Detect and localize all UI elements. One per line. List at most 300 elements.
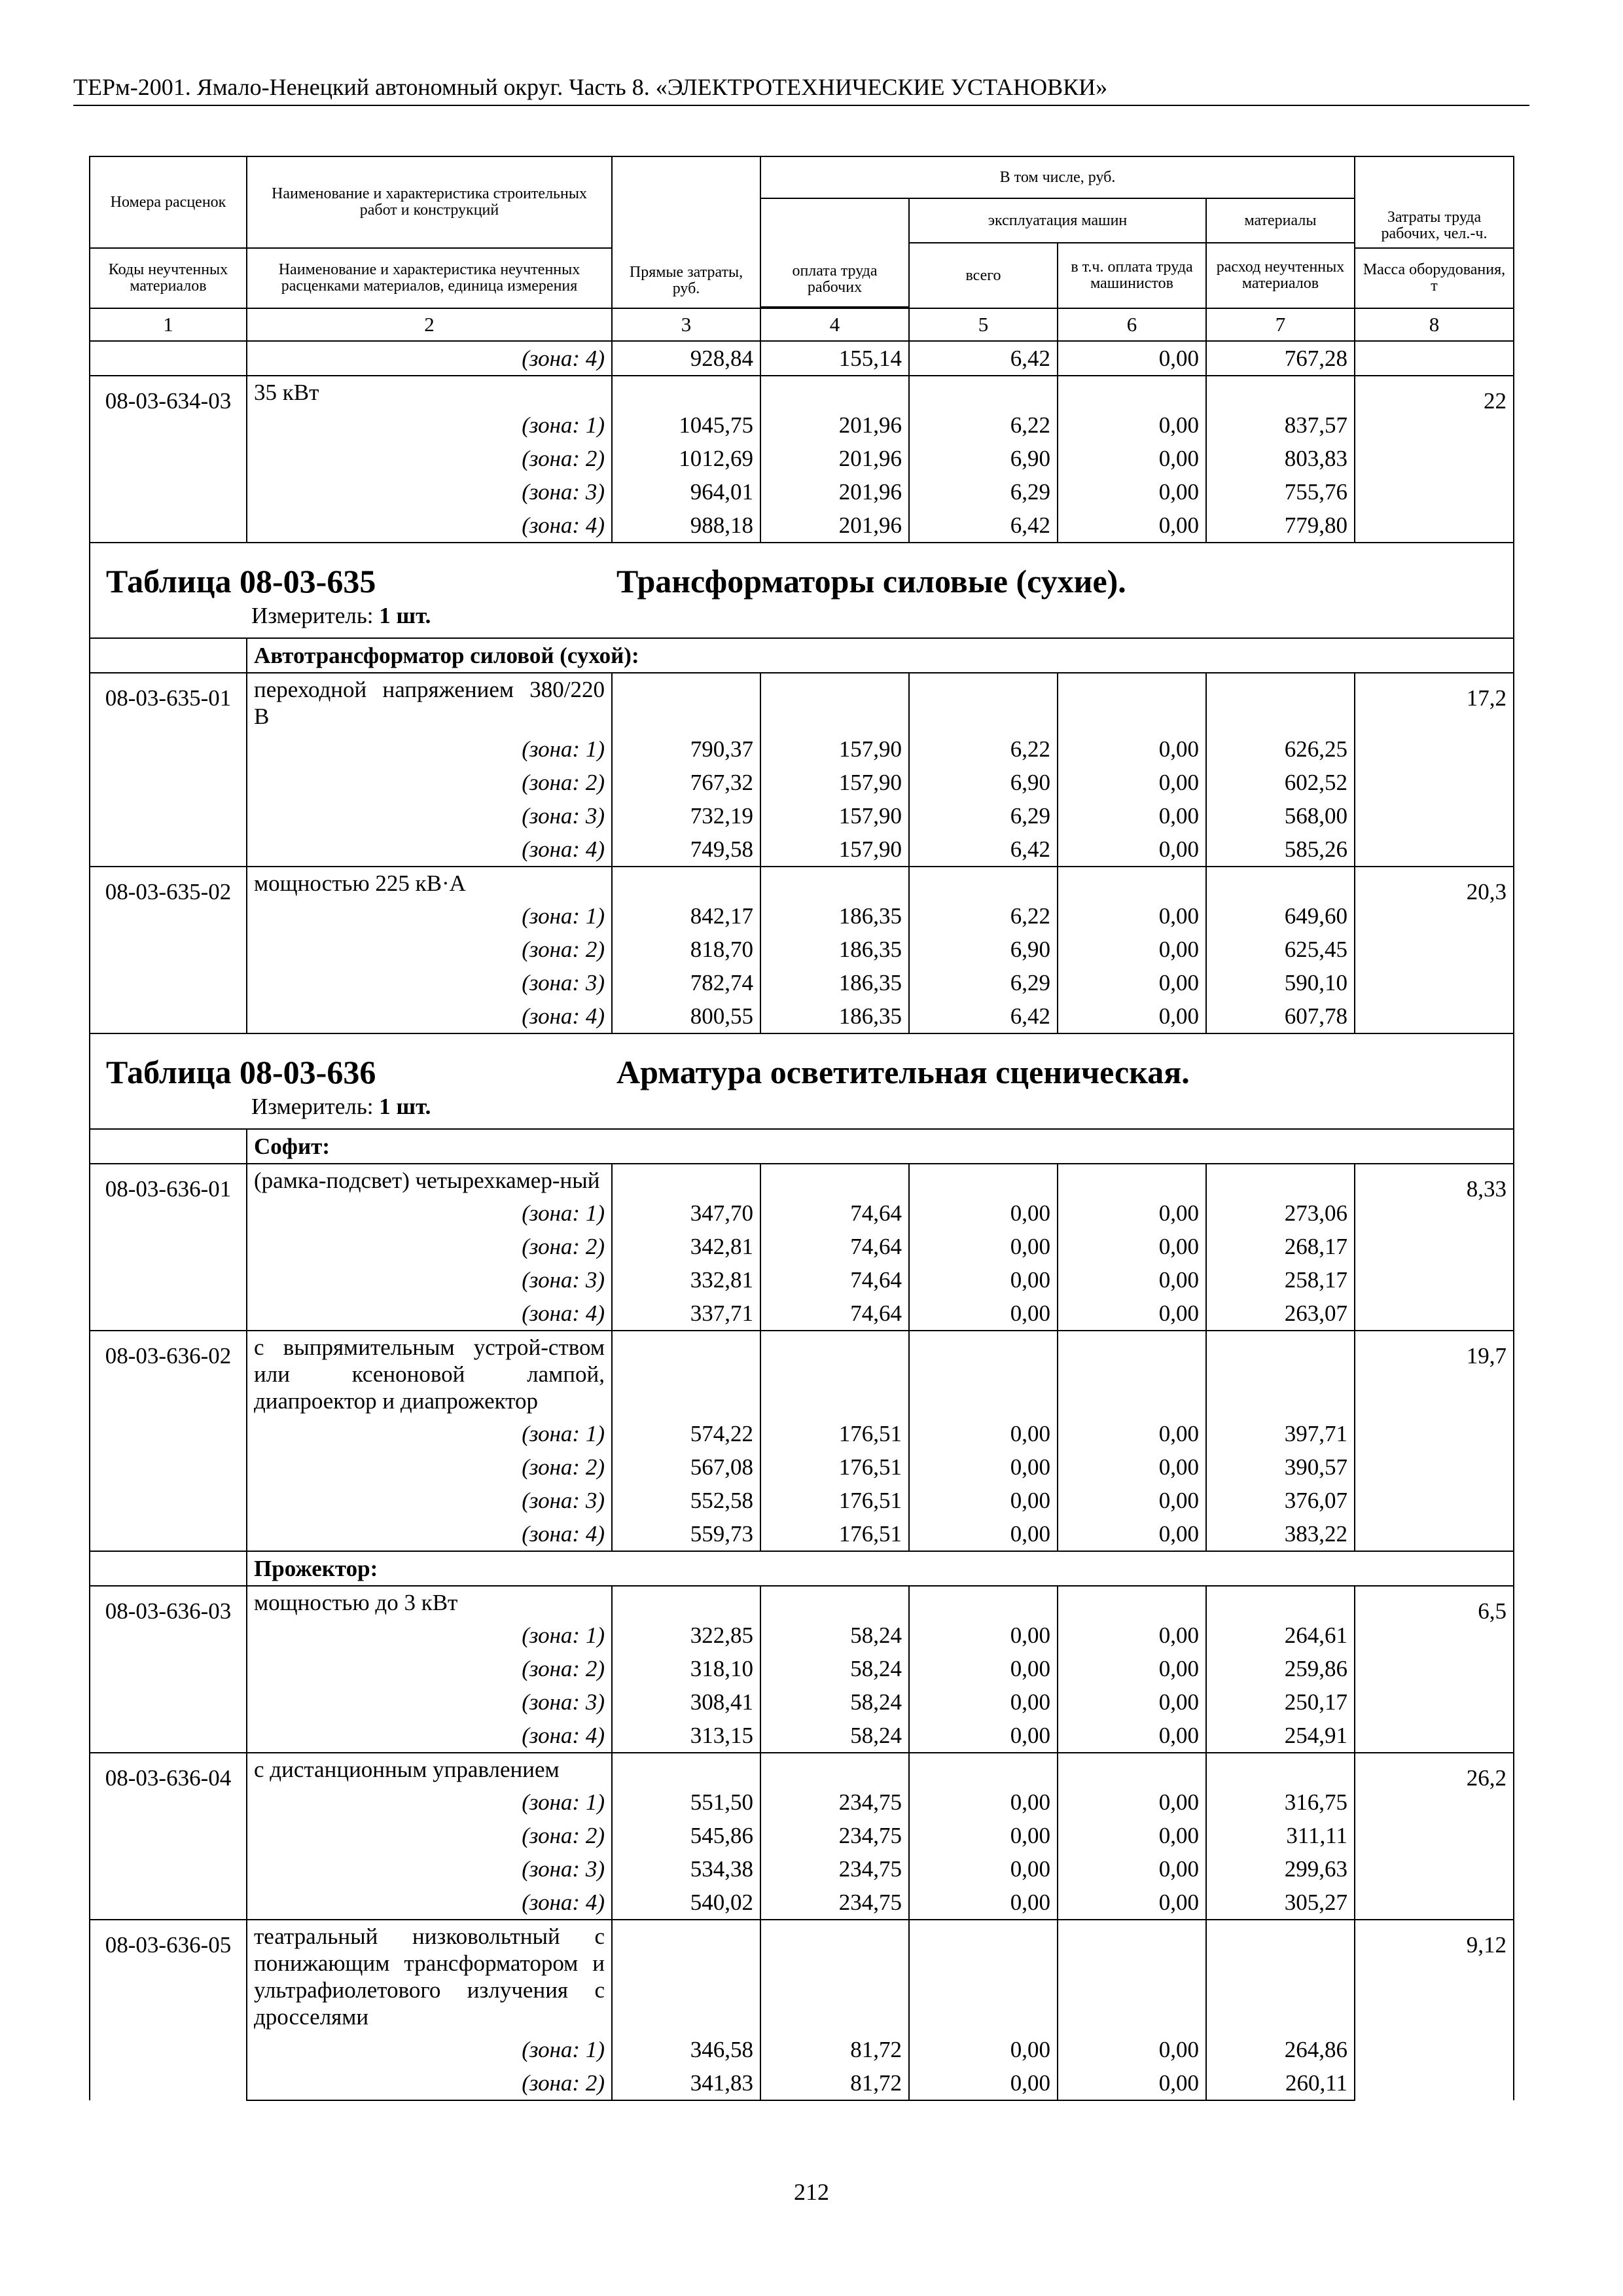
value-cell: 0,00 bbox=[909, 1450, 1058, 1484]
col-header-wages: оплата труда рабочих bbox=[760, 198, 909, 307]
zone-row bbox=[90, 1719, 1514, 1753]
value-cell: 268,17 bbox=[1206, 1230, 1355, 1263]
item-labor: 19,7 bbox=[1355, 1331, 1514, 1551]
value-cell: 649,60 bbox=[1206, 899, 1355, 933]
value-cell: 0,00 bbox=[909, 1263, 1058, 1297]
table-number: Таблица 08-03-636 bbox=[106, 1054, 376, 1090]
meter bbox=[106, 601, 1497, 631]
value-cell: 568,00 bbox=[1206, 799, 1355, 833]
empty-cell bbox=[909, 376, 1058, 408]
subheading-row bbox=[90, 1129, 1514, 1164]
value-cell: 74,64 bbox=[760, 1263, 909, 1297]
value-cell: 176,51 bbox=[760, 1450, 909, 1484]
zone-row bbox=[90, 509, 1514, 543]
empty-cell bbox=[1206, 1920, 1355, 2033]
value-cell: 0,00 bbox=[1058, 1685, 1206, 1719]
zone-row bbox=[90, 833, 1514, 867]
zone-label: (зона: 1) bbox=[247, 408, 612, 442]
value-cell: 58,24 bbox=[760, 1619, 909, 1652]
item-code: 08-03-635-01 bbox=[90, 673, 247, 867]
zone-row bbox=[90, 1852, 1514, 1886]
table-title-row bbox=[90, 1033, 1514, 1129]
zone-label: (зона: 4) bbox=[247, 1886, 612, 1920]
value-cell: 186,35 bbox=[760, 999, 909, 1033]
value-cell: 258,17 bbox=[1206, 1263, 1355, 1297]
subheading: Софит: bbox=[247, 1129, 1514, 1164]
zone-label: (зона: 2) bbox=[247, 933, 612, 966]
empty-cell bbox=[1058, 673, 1206, 732]
item-labor: 26,2 bbox=[1355, 1753, 1514, 1920]
empty-cell bbox=[1206, 1586, 1355, 1619]
empty-cell bbox=[1206, 867, 1355, 899]
value-cell: 58,24 bbox=[760, 1685, 909, 1719]
empty-cell bbox=[612, 376, 760, 408]
zone-row bbox=[90, 1417, 1514, 1450]
col-num: 6 bbox=[1058, 308, 1206, 341]
value-cell: 74,64 bbox=[760, 1297, 909, 1331]
item-labor: 6,5 bbox=[1355, 1586, 1514, 1753]
item-name: мощностью 225 кВ·А bbox=[247, 867, 612, 899]
value-cell: 6,29 bbox=[909, 966, 1058, 999]
zone-row bbox=[90, 408, 1514, 442]
value-cell: 0,00 bbox=[909, 2066, 1058, 2100]
zone-row bbox=[90, 1297, 1514, 1331]
value-cell: 6,42 bbox=[909, 509, 1058, 543]
col-header-name: Наименование и характеристика строительных работ и конструкций bbox=[247, 156, 612, 248]
value-cell: 58,24 bbox=[760, 1719, 909, 1753]
empty-cell bbox=[1206, 1331, 1355, 1417]
value-cell: 755,76 bbox=[1206, 475, 1355, 509]
item-code: 08-03-636-03 bbox=[90, 1586, 247, 1753]
value-cell: 551,50 bbox=[612, 1785, 760, 1819]
value-cell: 0,00 bbox=[909, 1196, 1058, 1230]
meter-value: 1 шт. bbox=[379, 1094, 431, 1119]
empty-cell bbox=[1058, 1331, 1206, 1417]
item-name: с выпрямительным устрой-ством или ксеноновой лампой, диапроектор и диапрожектор bbox=[247, 1331, 612, 1417]
zone-row bbox=[90, 999, 1514, 1033]
col-num: 1 bbox=[90, 308, 247, 341]
col-num: 4 bbox=[760, 308, 909, 341]
value-cell: 0,00 bbox=[1058, 1297, 1206, 1331]
value-cell: 0,00 bbox=[1058, 1517, 1206, 1551]
empty-cell bbox=[612, 673, 760, 732]
subheading: Прожектор: bbox=[247, 1551, 1514, 1586]
value-cell: 0,00 bbox=[1058, 1484, 1206, 1517]
empty-cell bbox=[909, 673, 1058, 732]
value-cell: 157,90 bbox=[760, 833, 909, 867]
table-title-band bbox=[90, 1033, 1514, 1129]
value-cell: 790,37 bbox=[612, 732, 760, 766]
subheading-row bbox=[90, 1551, 1514, 1586]
col-num: 5 bbox=[909, 308, 1058, 341]
value-cell: 0,00 bbox=[1058, 1450, 1206, 1484]
value-cell: 176,51 bbox=[760, 1417, 909, 1450]
meter bbox=[106, 1092, 1497, 1122]
empty-cell bbox=[612, 1586, 760, 1619]
zone-row bbox=[90, 1785, 1514, 1819]
col-header-materials: материалы bbox=[1206, 198, 1355, 243]
zone-label: (зона: 3) bbox=[247, 966, 612, 999]
zone-row bbox=[90, 966, 1514, 999]
zone-row bbox=[90, 1619, 1514, 1652]
value-cell: 6,90 bbox=[909, 766, 1058, 799]
value-cell: 6,90 bbox=[909, 442, 1058, 475]
item-labor: 8,33 bbox=[1355, 1164, 1514, 1331]
item-row bbox=[90, 1586, 1514, 1619]
value-cell: 0,00 bbox=[909, 1886, 1058, 1920]
value-cell: 155,14 bbox=[760, 341, 909, 376]
value-cell: 818,70 bbox=[612, 933, 760, 966]
value-cell: 6,29 bbox=[909, 799, 1058, 833]
empty-cell bbox=[909, 867, 1058, 899]
zone-row bbox=[90, 732, 1514, 766]
item-row bbox=[90, 1331, 1514, 1417]
value-cell: 1012,69 bbox=[612, 442, 760, 475]
item-labor: 20,3 bbox=[1355, 867, 1514, 1033]
subheading-row bbox=[90, 638, 1514, 673]
meter-value: 1 шт. bbox=[379, 603, 431, 628]
zone-row bbox=[90, 442, 1514, 475]
value-cell: 767,28 bbox=[1206, 341, 1355, 376]
table-title-band bbox=[90, 543, 1514, 638]
value-cell: 540,02 bbox=[612, 1886, 760, 1920]
empty-cell bbox=[1058, 1920, 1206, 2033]
value-cell: 0,00 bbox=[1058, 899, 1206, 933]
value-cell: 0,00 bbox=[1058, 1652, 1206, 1685]
value-cell: 376,07 bbox=[1206, 1484, 1355, 1517]
col-header-group: В том числе, руб. bbox=[760, 156, 1355, 198]
value-cell: 0,00 bbox=[909, 1230, 1058, 1263]
zone-row bbox=[90, 933, 1514, 966]
item-row bbox=[90, 1753, 1514, 1785]
value-cell: 749,58 bbox=[612, 833, 760, 867]
item-code: 08-03-636-01 bbox=[90, 1164, 247, 1331]
value-cell: 74,64 bbox=[760, 1196, 909, 1230]
col-header-mass: Масса оборудования, т bbox=[1355, 248, 1514, 308]
zone-label: (зона: 4) bbox=[247, 833, 612, 867]
zone-row bbox=[90, 1685, 1514, 1719]
zone-row bbox=[90, 1886, 1514, 1920]
value-cell: 0,00 bbox=[1058, 833, 1206, 867]
empty-cell bbox=[760, 1164, 909, 1196]
value-cell: 316,75 bbox=[1206, 1785, 1355, 1819]
value-cell: 0,00 bbox=[1058, 509, 1206, 543]
value-cell: 0,00 bbox=[1058, 1886, 1206, 1920]
empty-cell bbox=[1058, 1164, 1206, 1196]
zone-row bbox=[90, 2033, 1514, 2066]
value-cell: 318,10 bbox=[612, 1652, 760, 1685]
price-table bbox=[89, 156, 1514, 2101]
value-cell: 574,22 bbox=[612, 1417, 760, 1450]
empty-cell bbox=[90, 1551, 247, 1586]
zone-label: (зона: 4) bbox=[247, 1297, 612, 1331]
value-cell: 397,71 bbox=[1206, 1417, 1355, 1450]
value-cell: 273,06 bbox=[1206, 1196, 1355, 1230]
empty-cell bbox=[612, 1331, 760, 1417]
value-cell: 0,00 bbox=[1058, 766, 1206, 799]
value-cell: 0,00 bbox=[1058, 341, 1206, 376]
value-cell: 602,52 bbox=[1206, 766, 1355, 799]
value-cell: 0,00 bbox=[1058, 475, 1206, 509]
empty-cell bbox=[760, 1920, 909, 2033]
value-cell: 800,55 bbox=[612, 999, 760, 1033]
empty-cell bbox=[909, 1331, 1058, 1417]
value-cell: 6,90 bbox=[909, 933, 1058, 966]
zone-row bbox=[90, 1484, 1514, 1517]
zone-label: (зона: 3) bbox=[247, 1852, 612, 1886]
value-cell: 964,01 bbox=[612, 475, 760, 509]
table-title-row bbox=[90, 543, 1514, 638]
subheading: Автотрансформатор силовой (сухой): bbox=[247, 638, 1514, 673]
value-cell: 0,00 bbox=[909, 1619, 1058, 1652]
value-cell: 186,35 bbox=[760, 899, 909, 933]
value-cell: 234,75 bbox=[760, 1785, 909, 1819]
item-labor: 9,12 bbox=[1355, 1920, 1514, 2100]
value-cell: 234,75 bbox=[760, 1819, 909, 1852]
empty-cell bbox=[90, 638, 247, 673]
value-cell: 342,81 bbox=[612, 1230, 760, 1263]
item-name: театральный низковольтный с понижающим трансформатором и ультрафиолетового излучения с дросселями bbox=[247, 1920, 612, 2033]
value-cell: 6,22 bbox=[909, 408, 1058, 442]
value-cell: 0,00 bbox=[909, 1719, 1058, 1753]
empty-cell bbox=[1058, 1753, 1206, 1785]
value-cell: 0,00 bbox=[909, 1297, 1058, 1331]
empty-cell bbox=[760, 1753, 909, 1785]
running-header: ТЕРм-2001. Ямало-Ненецкий автономный округ. Часть 8. «ЭЛЕКТРОТЕХНИЧЕСКИЕ УСТАНОВКИ» bbox=[73, 73, 1529, 106]
zone-label: (зона: 3) bbox=[247, 1685, 612, 1719]
item-code: 08-03-635-02 bbox=[90, 867, 247, 1033]
zone-label: (зона: 2) bbox=[247, 1652, 612, 1685]
item-code: 08-03-636-02 bbox=[90, 1331, 247, 1551]
column-numbers-row bbox=[90, 308, 1514, 341]
empty-cell bbox=[909, 1753, 1058, 1785]
value-cell: 0,00 bbox=[1058, 933, 1206, 966]
zone-label: (зона: 2) bbox=[247, 1819, 612, 1852]
value-cell: 625,45 bbox=[1206, 933, 1355, 966]
value-cell: 308,41 bbox=[612, 1685, 760, 1719]
item-name: с дистанционным управлением bbox=[247, 1753, 612, 1785]
value-cell: 0,00 bbox=[1058, 1785, 1206, 1819]
col-num: 2 bbox=[247, 308, 612, 341]
empty-cell bbox=[612, 867, 760, 899]
zone-label: (зона: 4) bbox=[247, 509, 612, 543]
value-cell: 390,57 bbox=[1206, 1450, 1355, 1484]
value-cell: 263,07 bbox=[1206, 1297, 1355, 1331]
value-cell: 928,84 bbox=[612, 341, 760, 376]
empty-cell bbox=[612, 1164, 760, 1196]
zone-label: (зона: 2) bbox=[247, 2066, 612, 2100]
zone-row bbox=[90, 1450, 1514, 1484]
empty-cell bbox=[1058, 1586, 1206, 1619]
item-row bbox=[90, 867, 1514, 899]
zone-label: (зона: 1) bbox=[247, 1619, 612, 1652]
value-cell: 259,86 bbox=[1206, 1652, 1355, 1685]
page-number: 212 bbox=[794, 2179, 829, 2205]
zone-label: (зона: 4) bbox=[247, 341, 612, 376]
value-cell: 383,22 bbox=[1206, 1517, 1355, 1551]
value-cell: 0,00 bbox=[1058, 732, 1206, 766]
value-cell: 607,78 bbox=[1206, 999, 1355, 1033]
zone-row bbox=[90, 1263, 1514, 1297]
value-cell: 0,00 bbox=[909, 1785, 1058, 1819]
zone-label: (зона: 2) bbox=[247, 766, 612, 799]
value-cell: 260,11 bbox=[1206, 2066, 1355, 2100]
value-cell: 590,10 bbox=[1206, 966, 1355, 999]
value-cell: 299,63 bbox=[1206, 1852, 1355, 1886]
zone-label: (зона: 3) bbox=[247, 475, 612, 509]
value-cell: 6,42 bbox=[909, 833, 1058, 867]
value-cell: 81,72 bbox=[760, 2066, 909, 2100]
value-cell: 534,38 bbox=[612, 1852, 760, 1886]
empty-cell bbox=[760, 376, 909, 408]
zone-label: (зона: 4) bbox=[247, 999, 612, 1033]
value-cell: 74,64 bbox=[760, 1230, 909, 1263]
value-cell: 254,91 bbox=[1206, 1719, 1355, 1753]
table-name: Арматура осветительная сценическая. bbox=[616, 1054, 1190, 1090]
value-cell: 988,18 bbox=[612, 509, 760, 543]
item-labor: 22 bbox=[1355, 376, 1514, 543]
item-row bbox=[90, 1164, 1514, 1196]
empty-cell bbox=[1058, 867, 1206, 899]
value-cell: 767,32 bbox=[612, 766, 760, 799]
value-cell: 559,73 bbox=[612, 1517, 760, 1551]
col-header-material-name: Наименование и характеристика неучтенных расценками материалов, единица измерения bbox=[247, 248, 612, 308]
value-cell: 332,81 bbox=[612, 1263, 760, 1297]
value-cell: 6,22 bbox=[909, 899, 1058, 933]
value-cell: 0,00 bbox=[909, 1517, 1058, 1551]
value-cell: 157,90 bbox=[760, 799, 909, 833]
empty-cell bbox=[760, 867, 909, 899]
empty-cell bbox=[1206, 1164, 1355, 1196]
col-num: 3 bbox=[612, 308, 760, 341]
zone-row bbox=[90, 766, 1514, 799]
value-cell: 0,00 bbox=[909, 1652, 1058, 1685]
value-cell: 313,15 bbox=[612, 1719, 760, 1753]
table-name: Трансформаторы силовые (сухие). bbox=[616, 563, 1126, 600]
zone-label: (зона: 1) bbox=[247, 1785, 612, 1819]
item-name: (рамка-подсвет) четырехкамер-ный bbox=[247, 1164, 612, 1196]
zone-row bbox=[90, 1819, 1514, 1852]
empty-cell bbox=[760, 673, 909, 732]
empty-cell bbox=[612, 1920, 760, 2033]
zone-label: (зона: 2) bbox=[247, 442, 612, 475]
value-cell: 6,42 bbox=[909, 999, 1058, 1033]
value-cell: 0,00 bbox=[1058, 1819, 1206, 1852]
zone-label: (зона: 2) bbox=[247, 1230, 612, 1263]
value-cell: 585,26 bbox=[1206, 833, 1355, 867]
value-cell: 0,00 bbox=[1058, 1619, 1206, 1652]
value-cell: 0,00 bbox=[909, 1852, 1058, 1886]
empty-cell bbox=[1355, 341, 1514, 376]
value-cell: 311,11 bbox=[1206, 1819, 1355, 1852]
empty-cell bbox=[90, 341, 247, 376]
table-number: Таблица 08-03-635 bbox=[106, 563, 376, 600]
zone-row bbox=[90, 799, 1514, 833]
zone-row bbox=[90, 899, 1514, 933]
value-cell: 552,58 bbox=[612, 1484, 760, 1517]
zone-label: (зона: 1) bbox=[247, 1417, 612, 1450]
value-cell: 837,57 bbox=[1206, 408, 1355, 442]
item-name: мощностью до 3 кВт bbox=[247, 1586, 612, 1619]
item-code: 08-03-636-04 bbox=[90, 1753, 247, 1920]
value-cell: 157,90 bbox=[760, 732, 909, 766]
value-cell: 201,96 bbox=[760, 408, 909, 442]
value-cell: 779,80 bbox=[1206, 509, 1355, 543]
value-cell: 545,86 bbox=[612, 1819, 760, 1852]
value-cell: 0,00 bbox=[909, 1685, 1058, 1719]
meter-label: Измеритель: bbox=[251, 603, 374, 628]
value-cell: 0,00 bbox=[1058, 2033, 1206, 2066]
value-cell: 322,85 bbox=[612, 1619, 760, 1652]
empty-cell bbox=[760, 1586, 909, 1619]
empty-cell bbox=[612, 1753, 760, 1785]
col-header-machines: эксплуатация машин bbox=[909, 198, 1206, 243]
value-cell: 6,22 bbox=[909, 732, 1058, 766]
value-cell: 201,96 bbox=[760, 475, 909, 509]
zone-row bbox=[90, 475, 1514, 509]
value-cell: 0,00 bbox=[1058, 799, 1206, 833]
value-cell: 0,00 bbox=[1058, 999, 1206, 1033]
empty-cell bbox=[909, 1164, 1058, 1196]
zone-row bbox=[90, 1652, 1514, 1685]
empty-cell bbox=[909, 1920, 1058, 2033]
value-cell: 0,00 bbox=[1058, 1263, 1206, 1297]
value-cell: 58,24 bbox=[760, 1652, 909, 1685]
value-cell: 234,75 bbox=[760, 1886, 909, 1920]
meter-label: Измеритель: bbox=[251, 1094, 374, 1119]
value-cell: 732,19 bbox=[612, 799, 760, 833]
value-cell: 0,00 bbox=[1058, 1230, 1206, 1263]
value-cell: 264,61 bbox=[1206, 1619, 1355, 1652]
value-cell: 201,96 bbox=[760, 509, 909, 543]
col-num: 8 bbox=[1355, 308, 1514, 341]
value-cell: 0,00 bbox=[1058, 442, 1206, 475]
value-cell: 250,17 bbox=[1206, 1685, 1355, 1719]
value-cell: 6,29 bbox=[909, 475, 1058, 509]
col-header-material-codes: Коды неучтенных материалов bbox=[90, 248, 247, 308]
zone-label: (зона: 1) bbox=[247, 2033, 612, 2066]
zone-row bbox=[90, 1230, 1514, 1263]
empty-cell bbox=[1206, 376, 1355, 408]
item-row bbox=[90, 673, 1514, 732]
value-cell: 346,58 bbox=[612, 2033, 760, 2066]
empty-cell bbox=[760, 1331, 909, 1417]
value-cell: 157,90 bbox=[760, 766, 909, 799]
zone-label: (зона: 3) bbox=[247, 1484, 612, 1517]
empty-cell bbox=[90, 1129, 247, 1164]
value-cell: 176,51 bbox=[760, 1484, 909, 1517]
item-code: 08-03-634-03 bbox=[90, 376, 247, 543]
value-cell: 626,25 bbox=[1206, 732, 1355, 766]
value-cell: 0,00 bbox=[909, 1417, 1058, 1450]
value-cell: 0,00 bbox=[909, 1484, 1058, 1517]
value-cell: 0,00 bbox=[1058, 2066, 1206, 2100]
col-header-direct-costs: Прямые затраты, руб. bbox=[612, 156, 760, 308]
value-cell: 0,00 bbox=[909, 1819, 1058, 1852]
col-num: 7 bbox=[1206, 308, 1355, 341]
value-cell: 176,51 bbox=[760, 1517, 909, 1551]
item-name: переходной напряжением 380/220 В bbox=[247, 673, 612, 732]
col-header-total: всего bbox=[909, 243, 1058, 308]
zone-label: (зона: 1) bbox=[247, 732, 612, 766]
item-labor: 17,2 bbox=[1355, 673, 1514, 867]
empty-cell bbox=[1206, 673, 1355, 732]
empty-cell bbox=[1206, 1753, 1355, 1785]
empty-cell bbox=[909, 1586, 1058, 1619]
col-header-codes: Номера расценок bbox=[90, 156, 247, 248]
value-cell: 842,17 bbox=[612, 899, 760, 933]
value-cell: 186,35 bbox=[760, 933, 909, 966]
